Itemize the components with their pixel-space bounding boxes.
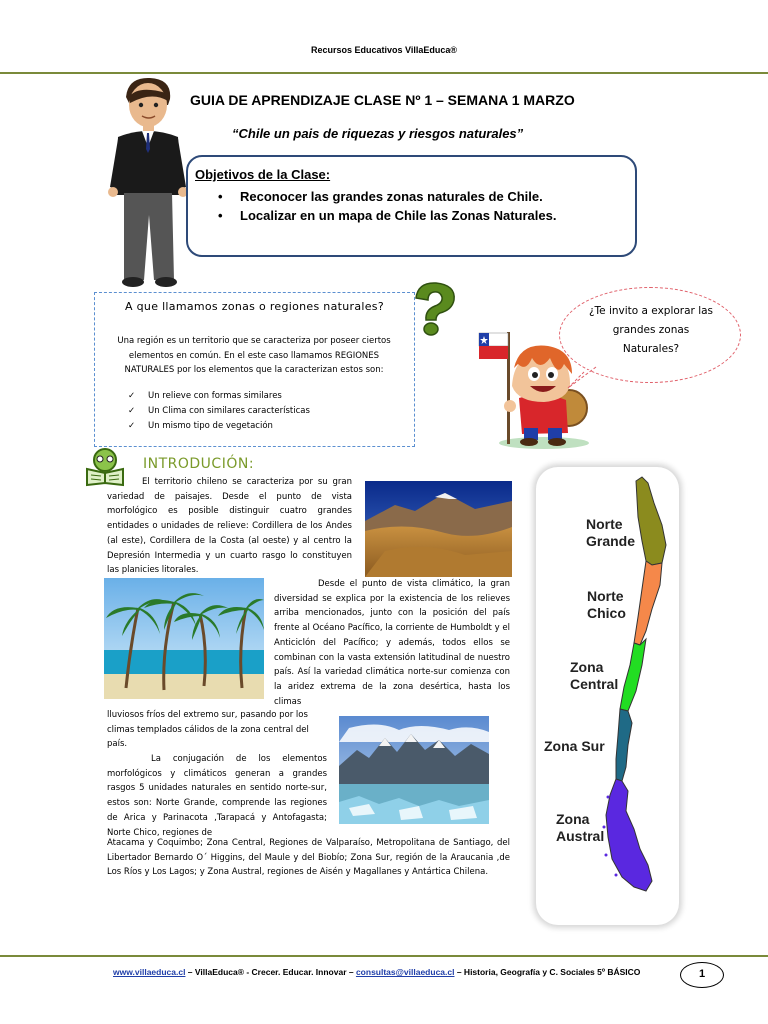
mountain-lake-photo xyxy=(339,716,489,824)
speech-bubble-text: ¿Te invito a explorar las grandes zonas Naturales? xyxy=(588,305,714,355)
header-title: Recursos Educativos VillaEduca® xyxy=(310,45,458,55)
map-label-zona-central: Zona Central xyxy=(570,659,619,692)
intro-paragraph-1: El territorio chileno se caracteriza por su gran variedad de paisajes. Desde el punto de vista morfológico es posible distinguir cuatro grandes entidades o unidades de relieve: Cordillera de los Andes (al este), Cordillera de la Costa (al oeste) y al centro la Depresión Intermedia y un cuarto rasgo lo constituyen las planicies litorales. xyxy=(107,477,352,576)
checkmark-icon: ✓ xyxy=(128,421,136,431)
zone-norte-grande xyxy=(636,477,666,565)
guide-subtitle: “Chile un pais de riquezas y riesgos naturales” xyxy=(232,126,524,141)
objectives-heading: Objetivos de la Clase: xyxy=(195,167,331,182)
beach-photo xyxy=(104,578,264,699)
intro-paragraph-2b: lluviosos fríos del extremo sur, pasando por los climas templados cálidos de la zona central del país. xyxy=(107,710,309,750)
definition-bullet: ✓ Un relieve con formas similares xyxy=(128,391,282,401)
map-label-norte-grande: Norte Grande xyxy=(586,516,636,549)
objective-item: • Localizar en un mapa de Chile las Zonas Naturales. xyxy=(218,208,557,223)
map-label-norte-chico: Norte Chico xyxy=(587,588,626,621)
definition-text: Una región es un territorio que se caracteriza por poseer ciertos elementos en común. En el este caso llamamos REGIONES NATURALES por los elementos que la caracterizan estos son: xyxy=(117,336,391,375)
zone-norte-chico xyxy=(634,561,662,645)
footer-rule xyxy=(0,955,768,957)
definition-bullet: ✓ Un Clima con similares características xyxy=(128,406,310,416)
zone-sur xyxy=(616,709,632,781)
checkmark-icon: ✓ xyxy=(128,406,136,416)
question-mark-icon xyxy=(408,280,460,338)
website-link[interactable]: www.villaeduca.cl xyxy=(113,967,186,977)
bullet-icon: • xyxy=(218,208,223,223)
footer-line: www.villaeduca.cl – VillaEduca® - Crecer. Educar. Innovar – consultas@villaeduca.cl – Historia, Geografía y C. Sociales 5º BÁSICO xyxy=(113,967,641,977)
objective-item: • Reconocer las grandes zonas naturales de Chile. xyxy=(218,189,543,204)
map-label-zona-sur: Zona Sur xyxy=(544,738,605,754)
intro-paragraph-3b: Atacama y Coquimbo; Zona Central, Regiones de Valparaíso, Metropolitana de Santiago, del Libertador Bernardo O´ Higgins, del Maule y del Biobío; Zona Sur, región de la Araucania ,de Los Ríos y Los Lagos; y Zona Austral, regiones de Aisén y Magallanes y Antártica Chilena. xyxy=(107,838,510,878)
email-link[interactable]: consultas@villaeduca.cl xyxy=(355,967,455,977)
checkmark-icon: ✓ xyxy=(128,391,136,401)
definition-question: A que llamamos zonas o regiones naturales? xyxy=(125,300,384,313)
header-rule xyxy=(0,72,768,74)
student-illustration xyxy=(108,75,190,290)
bullet-icon: • xyxy=(218,189,223,204)
speech-bubble-tail xyxy=(566,366,606,390)
guide-title: GUIA DE APRENDIZAJE CLASE Nº 1 – SEMANA 1 MARZO xyxy=(190,92,575,108)
zone-austral xyxy=(606,779,652,891)
intro-heading: INTRODUCIÓN: xyxy=(143,456,255,472)
map-label-zona-austral: Zona Austral xyxy=(556,811,605,844)
intro-paragraph-3a: La conjugación de los elementos morfológicos y climáticos generan a grandes rasgos 5 unidades naturales en sentido norte-sur, estos son: Norte Grande, comprende las regiones de Arica y Parinacota ,Tarapacá y Antofagasta; Norte Chico, regiones de xyxy=(107,754,327,838)
page-number: 1 xyxy=(680,962,724,988)
zone-central xyxy=(620,639,646,711)
definition-bullet: ✓ Un mismo tipo de vegetación xyxy=(128,421,273,431)
desert-photo xyxy=(365,481,512,577)
intro-paragraph-2a: Desde el punto de vista climático, la gran diversidad se explica por la existencia de los relieves arriba mencionados, junto con la posición del país frente al Océano Pacífico, la corriente de Humboldt y el Anticiclón del Pacífico; y además, todos ellos se combinan con la vasta extensión latitudinal de nuestro país. Así la variedad climática norte-sur comienza con la aridez extrema de la zona desértica, hasta los climas xyxy=(274,579,510,707)
